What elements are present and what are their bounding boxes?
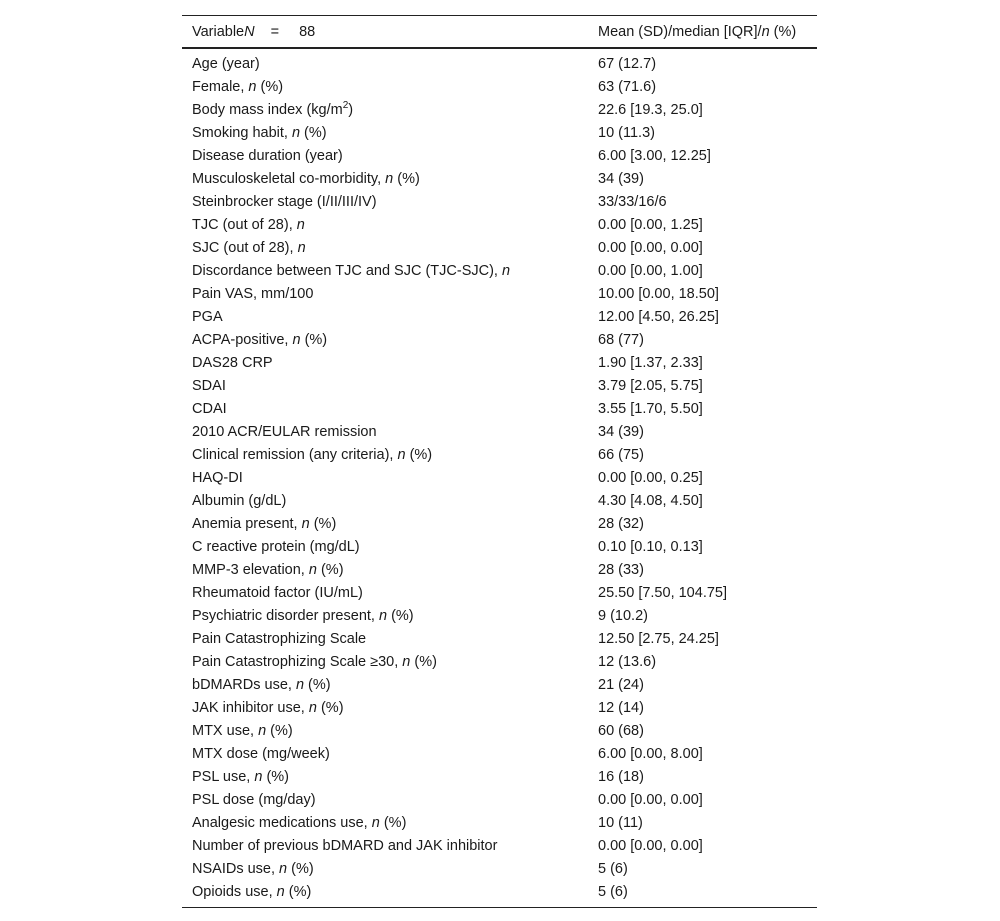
variable-cell (182, 558, 588, 581)
variable-cell (182, 213, 588, 236)
header-value-prefix: Mean (SD)/median [IQR]/ (598, 23, 762, 40)
table-body (182, 48, 817, 908)
variable-label: Pain Catastrophizing Scale (192, 630, 367, 647)
table-row (182, 719, 817, 742)
variable-n-symbol: n (279, 860, 288, 877)
variable-cell (182, 75, 588, 98)
variable-n-symbol: n (276, 883, 285, 900)
variable-label-suffix: (%) (300, 124, 327, 141)
value-cell: 68 (77) (598, 331, 644, 348)
table-row (182, 282, 817, 305)
value-cell: 4.30 [4.08, 4.50] (598, 492, 703, 509)
variable-n-symbol: n (254, 768, 263, 785)
table-row (182, 144, 817, 167)
value-cell: 12.50 [2.75, 24.25] (598, 630, 719, 647)
variable-cell (182, 190, 588, 213)
variable-n-symbol: n (385, 170, 394, 187)
table-row (182, 167, 817, 190)
value-cell: 67 (12.7) (598, 55, 657, 72)
value-cell: 21 (24) (598, 676, 644, 693)
table-row (182, 328, 817, 351)
table-row (182, 121, 817, 144)
table-row (182, 673, 817, 696)
variable-label-suffix: (%) (316, 699, 344, 716)
variable-n-symbol: n (402, 653, 411, 670)
variable-label: Opioids use, (192, 883, 277, 900)
variable-label-suffix: (%) (287, 860, 314, 877)
variable-cell (182, 351, 588, 374)
variable-cell (182, 144, 588, 167)
variable-cell (182, 282, 588, 305)
value-cell: 34 (39) (598, 423, 644, 440)
value-cell: 5 (6) (588, 880, 817, 908)
variable-label: Discordance between TJC and SJC (TJC-SJC), (192, 262, 502, 279)
variable-n-symbol: n (308, 561, 317, 578)
table-row (182, 811, 817, 834)
patient-characteristics-table-wrapper (182, 15, 817, 908)
table-row (182, 558, 817, 581)
variable-n-symbol: n (301, 515, 310, 532)
variable-label: Steinbrocker stage (I/II/III/IV) (192, 193, 377, 210)
value-cell: 0.00 [0.00, 0.00] (598, 791, 703, 808)
value-cell: 34 (39) (598, 170, 644, 187)
table-row (182, 627, 817, 650)
variable-label-suffix: (%) (387, 607, 414, 624)
value-cell: 3.79 [2.05, 5.75] (598, 377, 703, 394)
table-row (182, 765, 817, 788)
value-cell: 12 (14) (598, 699, 644, 716)
variable-n-symbol: n (292, 331, 301, 348)
value-cell: 6.00 [3.00, 12.25] (598, 147, 711, 164)
table-row (182, 420, 817, 443)
variable-cell (182, 834, 588, 857)
variable-n-symbol: n (295, 676, 305, 693)
variable-label: Clinical remission (any criteria), (192, 446, 398, 463)
variable-label: PSL use, (192, 768, 255, 785)
variable-cell (182, 811, 588, 834)
table-header (182, 16, 817, 49)
variable-label-suffix: (%) (309, 515, 337, 532)
table-row (182, 48, 817, 75)
table-row (182, 397, 817, 420)
variable-n-symbol: n (371, 814, 380, 831)
header-variable-label: Variable (192, 23, 245, 40)
value-cell: 28 (33) (598, 561, 644, 578)
variable-label: Female, (192, 78, 249, 95)
variable-cell (182, 98, 588, 121)
table-row (182, 374, 817, 397)
variable-label: DAS28 CRP (192, 354, 273, 371)
value-cell: 66 (75) (598, 446, 644, 463)
table-row (182, 512, 817, 535)
variable-cell (182, 466, 588, 489)
table-row (182, 236, 817, 259)
variable-cell (182, 627, 588, 650)
variable-label: C reactive protein (mg/dL) (192, 538, 360, 555)
variable-label-suffix: (%) (284, 883, 312, 900)
variable-label: Disease duration (year) (192, 147, 343, 164)
header-equals: = (270, 23, 280, 40)
variable-label: MMP-3 elevation, (192, 561, 309, 578)
variable-label-suffix: (%) (316, 561, 344, 578)
value-cell: 25.50 [7.50, 104.75] (598, 584, 727, 601)
variable-cell (182, 236, 588, 259)
variable-label: JAK inhibitor use, (192, 699, 309, 716)
variable-label: Pain VAS, mm/100 (192, 285, 314, 302)
variable-cell (182, 374, 588, 397)
variable-label: SDAI (192, 377, 226, 394)
variable-cell (182, 788, 588, 811)
table-row (182, 696, 817, 719)
variable-cell (182, 650, 588, 673)
variable-superscript: 2 (342, 99, 349, 111)
variable-cell (182, 397, 588, 420)
value-cell: 10 (11.3) (598, 124, 655, 141)
table-row (182, 443, 817, 466)
variable-n-symbol: n (291, 124, 301, 141)
header-value-suffix: (%) (769, 23, 797, 40)
variable-label: Smoking habit, (192, 124, 292, 141)
variable-label-suffix: (%) (379, 814, 407, 831)
variable-label: 2010 ACR/EULAR remission (192, 423, 377, 440)
table-row (182, 834, 817, 857)
variable-label: HAQ-DI (192, 469, 243, 486)
table-row (182, 351, 817, 374)
variable-label-suffix: (%) (256, 78, 284, 95)
variable-label: ACPA-positive, (192, 331, 293, 348)
patient-characteristics-table (182, 15, 817, 908)
variable-label: Rheumatoid factor (IU/mL) (192, 584, 363, 601)
variable-label-suffix: (%) (262, 768, 290, 785)
variable-n-symbol: n (296, 216, 305, 233)
header-value-n: n (761, 23, 770, 40)
variable-label: PSL dose (mg/day) (192, 791, 316, 808)
table-row (182, 98, 817, 121)
variable-label: NSAIDs use, (192, 860, 280, 877)
variable-label: bDMARDs use, (192, 676, 296, 693)
variable-label: Psychiatric disorder present, (192, 607, 379, 624)
value-cell: 12 (13.6) (598, 653, 657, 670)
value-cell: 0.00 [0.00, 0.00] (598, 239, 703, 256)
variable-cell (182, 259, 588, 282)
variable-label-suffix: (%) (266, 722, 293, 739)
variable-label: MTX use, (192, 722, 259, 739)
variable-cell (182, 604, 588, 627)
variable-n-symbol: n (501, 262, 511, 279)
variable-n-symbol: n (397, 446, 406, 463)
variable-label-suffix: (%) (300, 331, 328, 348)
table-row (182, 259, 817, 282)
value-cell: 3.55 [1.70, 5.50] (598, 400, 703, 417)
variable-label-suffix: (%) (410, 653, 437, 670)
variable-label: Body mass index (kg/m (192, 101, 343, 118)
value-cell: 12.00 [4.50, 26.25] (598, 308, 719, 325)
table-row (182, 489, 817, 512)
variable-cell (182, 581, 588, 604)
value-cell: 22.6 [19.3, 25.0] (598, 101, 703, 118)
header-n-symbol: N (244, 23, 255, 40)
value-cell: 5 (6) (598, 860, 628, 877)
table-row (182, 466, 817, 489)
value-cell: 16 (18) (598, 768, 644, 785)
value-cell: 63 (71.6) (598, 78, 657, 95)
variable-label: PGA (192, 308, 223, 325)
value-cell: 1.90 [1.37, 2.33] (598, 354, 703, 371)
variable-cell (182, 742, 588, 765)
variable-label: Analgesic medications use, (192, 814, 372, 831)
variable-cell (182, 328, 588, 351)
table-row (182, 305, 817, 328)
variable-cell (182, 443, 588, 466)
variable-cell (182, 48, 588, 75)
value-cell: 0.00 [0.00, 1.00] (598, 262, 703, 279)
variable-label: Pain Catastrophizing Scale ≥30, (192, 653, 403, 670)
table-row (182, 742, 817, 765)
variable-cell (182, 167, 588, 190)
value-cell: 10.00 [0.00, 18.50] (598, 285, 719, 302)
value-cell: 33/33/16/6 (598, 193, 667, 210)
value-cell: 28 (32) (598, 515, 644, 532)
header-n-value: 88 (299, 23, 316, 40)
variable-cell (182, 420, 588, 443)
variable-label: CDAI (192, 400, 227, 417)
value-cell: 10 (11) (598, 814, 643, 831)
table-row (182, 213, 817, 236)
variable-cell (182, 696, 588, 719)
variable-n-symbol: n (378, 607, 388, 624)
variable-label: Albumin (g/dL) (192, 492, 287, 509)
variable-label: Number of previous bDMARD and JAK inhibitor (192, 837, 498, 854)
header-value-cell (588, 16, 817, 49)
table-row (182, 535, 817, 558)
variable-label: Anemia present, (192, 515, 302, 532)
value-cell: 9 (10.2) (598, 607, 648, 624)
variable-label: Age (year) (192, 55, 260, 72)
variable-cell (182, 857, 588, 880)
table-row (182, 604, 817, 627)
variable-cell (182, 121, 588, 144)
value-cell: 0.00 [0.00, 0.00] (598, 837, 703, 854)
variable-n-symbol: n (258, 722, 267, 739)
table-row (182, 581, 817, 604)
table-row (182, 190, 817, 213)
variable-label-suffix: (%) (304, 676, 331, 693)
table-row (182, 75, 817, 98)
variable-label-suffix: (%) (405, 446, 433, 463)
table-row (182, 650, 817, 673)
table-row (182, 788, 817, 811)
variable-cell (182, 673, 588, 696)
variable-label-suffix: (%) (393, 170, 420, 187)
variable-label: Musculoskeletal co-morbidity, (192, 170, 386, 187)
variable-label: SJC (out of 28), (192, 239, 298, 256)
variable-n-symbol: n (248, 78, 257, 95)
variable-cell (182, 535, 588, 558)
variable-n-symbol: n (297, 239, 306, 256)
variable-cell (182, 512, 588, 535)
variable-cell (182, 305, 588, 328)
table-row (182, 857, 817, 880)
header-variable-cell (182, 16, 588, 49)
variable-label: TJC (out of 28), (192, 216, 297, 233)
variable-cell (182, 880, 588, 908)
value-cell: 6.00 [0.00, 8.00] (598, 745, 703, 762)
variable-cell (182, 489, 588, 512)
value-cell: 0.10 [0.10, 0.13] (598, 538, 703, 555)
table-row (182, 880, 817, 908)
variable-cell (182, 765, 588, 788)
variable-cell (182, 719, 588, 742)
value-cell: 60 (68) (598, 722, 644, 739)
variable-label: MTX dose (mg/week) (192, 745, 330, 762)
header-row (182, 16, 817, 49)
value-cell: 0.00 [0.00, 1.25] (598, 216, 703, 233)
variable-label-suffix: ) (348, 101, 354, 118)
variable-n-symbol: n (308, 699, 317, 716)
value-cell: 0.00 [0.00, 0.25] (598, 469, 703, 486)
